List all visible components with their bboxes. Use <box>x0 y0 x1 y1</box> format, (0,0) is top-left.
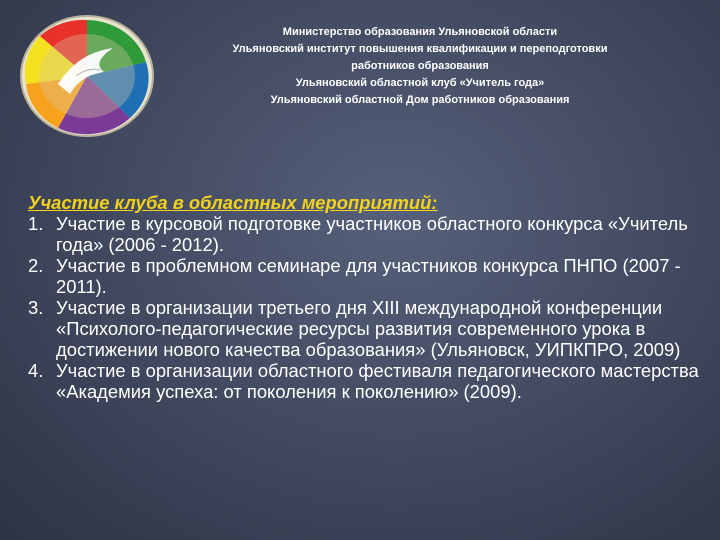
item-number: 2. <box>28 255 44 276</box>
header-line-institute: Ульяновский институт повышения квалификации и переподготовки <box>232 43 608 55</box>
list-item <box>28 360 708 402</box>
item-text: Участие в организации третьего дня XIII международной конференции «Психолого-педагогические ресурсы развития современного урока в достижении нового качества образования» (Ульяновск, УИПКПРО, 2009) <box>56 297 681 360</box>
item-text: Участие в организации областного фестиваля педагогического мастерства «Академия успеха: от поколения к поколению» (2009). <box>56 360 699 402</box>
item-number: 3. <box>28 297 44 318</box>
header <box>170 24 670 109</box>
item-number: 1. <box>28 213 44 234</box>
main-content <box>28 192 708 402</box>
header-line-house: Ульяновский областной Дом работников образования <box>270 94 570 106</box>
item-text: Участие в курсовой подготовке участников областного конкурса «Учитель года» (2006 - 2012). <box>56 213 688 255</box>
list-item <box>28 297 708 360</box>
section-title: Участие клуба в областных мероприятий: <box>28 192 438 213</box>
header-line-workers: работников образования <box>351 60 489 72</box>
club-logo <box>18 14 156 138</box>
header-line-ministry: Министерство образования Ульяновской области <box>282 26 558 38</box>
header-line-club: Ульяновский областной клуб «Учитель года» <box>295 77 545 89</box>
list-item <box>28 255 708 297</box>
activities-list <box>28 213 708 402</box>
item-text: Участие в проблемном семинаре для участников конкурса ПНПО (2007 - 2011). <box>56 255 681 297</box>
item-number: 4. <box>28 360 44 381</box>
list-item <box>28 213 708 255</box>
